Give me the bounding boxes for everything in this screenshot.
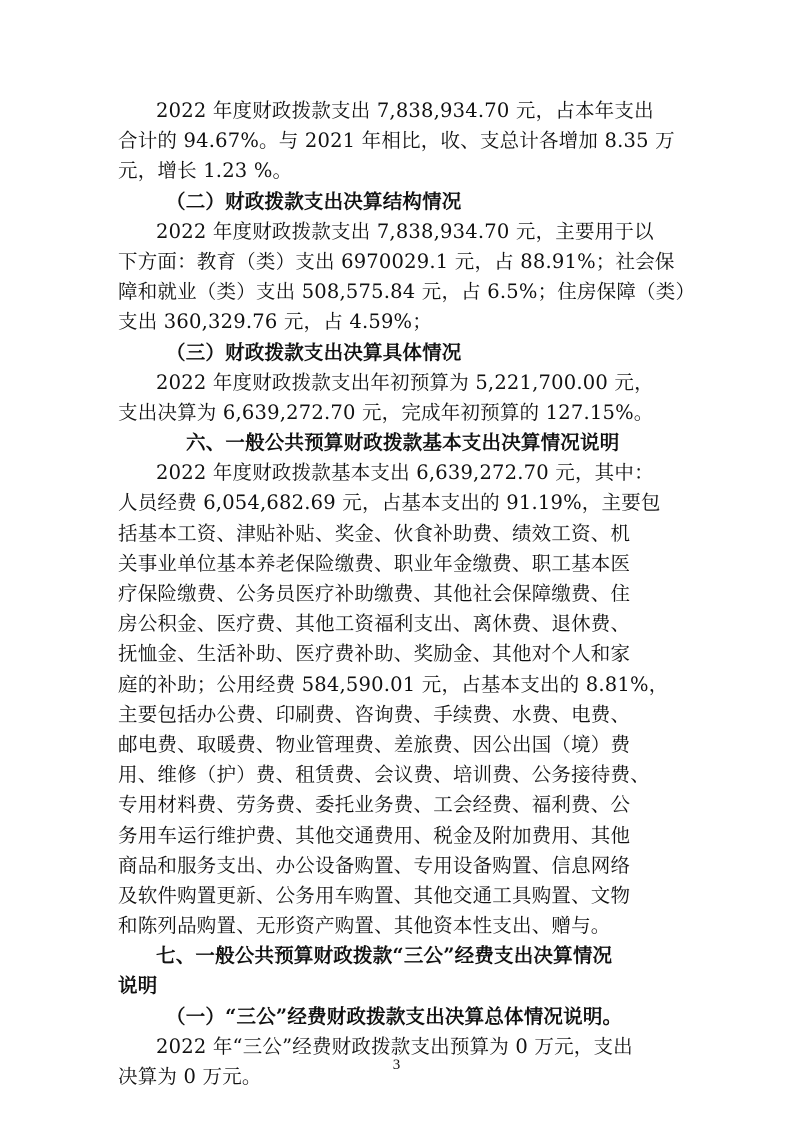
text-line: 疗保险缴费、公务员医疗补助缴费、其他社会保障缴费、住	[118, 582, 631, 605]
text-line: 合计的 94.67%。与 2021 年相比，收、支总计各增加 8.35 万	[118, 129, 675, 153]
text-line: 和陈列品购置、无形资产购置、其他资本性支出、赠与。	[118, 914, 611, 938]
text-line: 括基本工资、津贴补贴、奖金、伙食补助费、绩效工资、机	[118, 521, 631, 545]
text-line: 商品和服务支出、办公设备购置、专用设备购置、信息网络	[118, 853, 631, 877]
document-body	[118, 96, 696, 1092]
text-line: 2022 年度财政拨款支出 7,838,934.70 元，占本年支出	[156, 99, 654, 122]
section-heading-three-public-overview: （一）“三公”经费财政拨款支出决算总体情况说明。	[166, 1004, 623, 1028]
text-line: 关事业单位基本养老保险缴费、职业年金缴费、职工基本医	[118, 551, 631, 575]
text-line: 主要包括办公费、印刷费、咨询费、手续费、水费、电费、	[118, 702, 631, 726]
text-line: 障和就业（类）支出 508,575.84 元，占 6.5%；住房保障（类）	[118, 280, 696, 304]
text-line: 及软件购置更新、公务用车购置、其他交通工具购置、文物	[118, 883, 631, 907]
paragraph-summary	[118, 96, 688, 187]
text-line: 2022 年度财政拨款支出年初预算为 5,221,700.00 元，	[156, 370, 654, 394]
section-heading-three-public	[118, 941, 688, 1001]
text-line: 元，增长 1.23 %。	[118, 159, 293, 183]
section-heading-basic-expenditure: 六、一般公共预算财政拨款基本支出决算情况说明	[186, 431, 620, 455]
text-line: 邮电费、取暖费、物业管理费、差旅费、因公出国（境）费	[118, 732, 631, 756]
text-line: 下方面：教育（类）支出 6970029.1 元，占 88.91%；社会保	[118, 249, 675, 273]
text-line: 专用材料费、劳务费、委托业务费、工会经费、福利费、公	[118, 793, 631, 817]
text-line: 决算为 0 万元。	[118, 1065, 262, 1088]
text-line: 务用车运行维护费、其他交通费用、税金及附加费用、其他	[118, 823, 631, 847]
text-line: 说明	[118, 974, 158, 998]
text-line: 用、维修（护）费、租赁费、会议费、培训费、公务接待费、	[118, 763, 650, 787]
text-line: 人员经费 6,054,682.69 元，占基本支出的 91.19%，主要包	[118, 491, 661, 515]
text-line: 支出 360,329.76 元，占 4.59%；	[118, 310, 432, 334]
text-line: 抚恤金、生活补助、医疗费补助、奖励金、其他对个人和家	[118, 642, 631, 666]
paragraph-basic-expenditure	[118, 458, 688, 941]
page-number: 3	[392, 1057, 401, 1073]
text-line: 七、一般公共预算财政拨款“三公”经费支出决算情况	[156, 944, 613, 968]
section-heading-structure: （二）财政拨款支出决算结构情况	[166, 189, 462, 213]
text-line: 支出决算为 6,639,272.70 元，完成年初预算的 127.15%。	[118, 400, 654, 424]
text-line: 房公积金、医疗费、其他工资福利支出、离休费、退休费、	[118, 612, 631, 636]
text-line: 2022 年“三公”经费财政拨款支出预算为 0 万元，支出	[156, 1034, 633, 1058]
section-heading-detail: （三）财政拨款支出决算具体情况	[166, 340, 462, 364]
text-line: 2022 年度财政拨款支出 7,838,934.70 元，主要用于以	[156, 219, 654, 243]
text-line: 庭的补助；公用经费 584,590.01 元，占基本支出的 8.81%，	[118, 672, 669, 696]
text-line: 2022 年度财政拨款基本支出 6,639,272.70 元，其中：	[156, 461, 654, 485]
paragraph-structure	[118, 217, 696, 338]
paragraph-detail	[118, 368, 688, 428]
